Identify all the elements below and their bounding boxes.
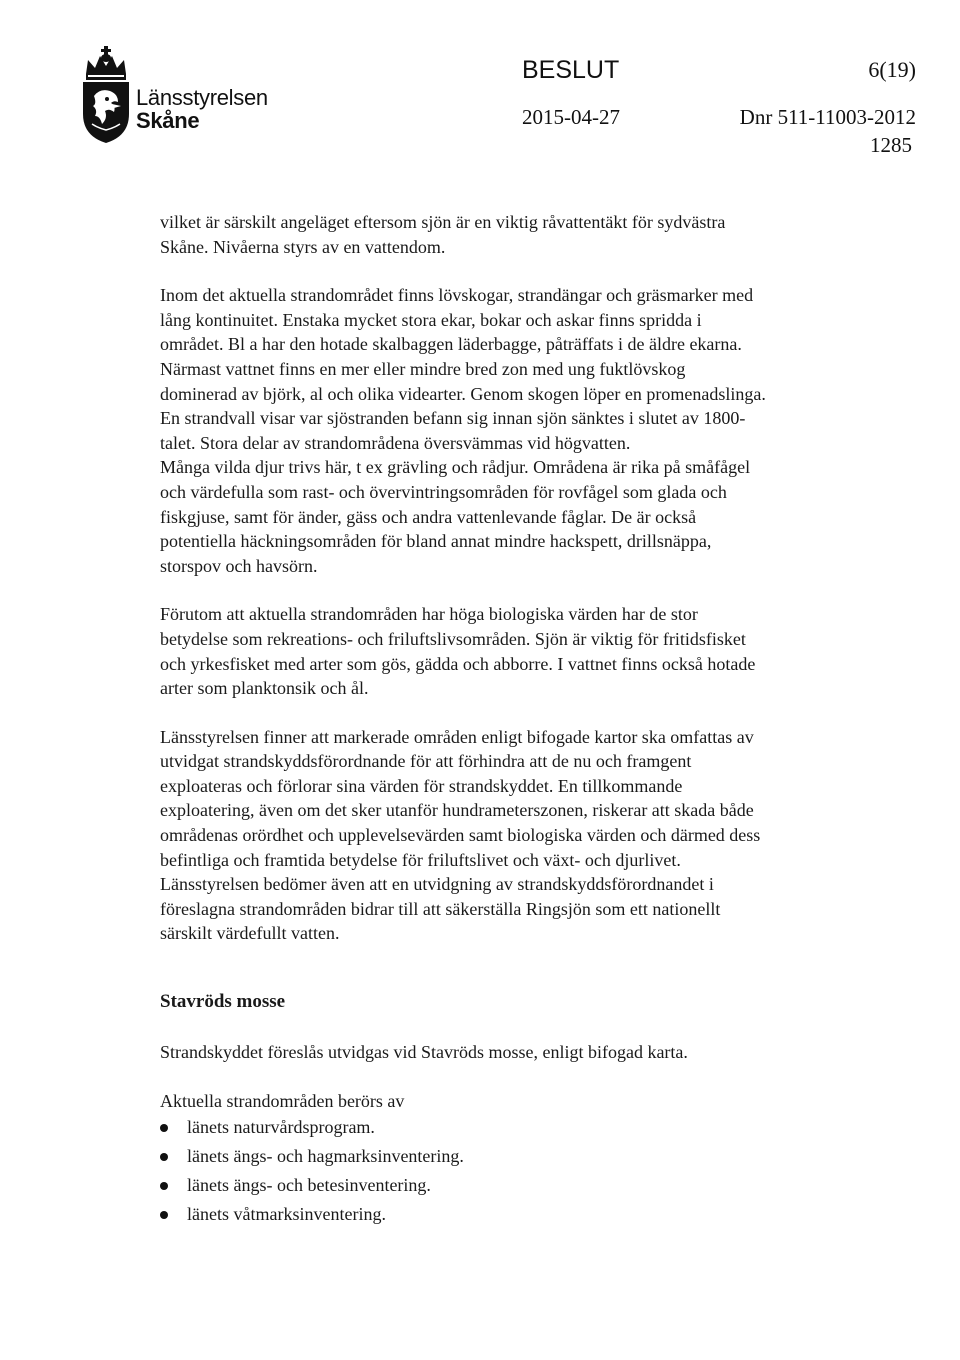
- list-item-text: länets våtmarksinventering.: [187, 1204, 386, 1225]
- page-number: 6(19): [868, 57, 916, 82]
- organization-name-line1: Länsstyrelsen: [136, 85, 268, 110]
- paragraph-4: [160, 725, 800, 946]
- organization-logo: [78, 44, 268, 144]
- text-line: utvidgat strandskyddsförordnande för att förhindra att de nu och framgent: [160, 751, 692, 772]
- case-number: 1285: [870, 133, 912, 157]
- text-line: betydelse som rekreations- och friluftslivsområden. Sjön är viktig för fritidsfisket: [160, 628, 746, 649]
- paragraph-3: [160, 602, 800, 700]
- section-heading: Stavröds mosse: [160, 991, 286, 1013]
- paragraph-6: Aktuella strandområden berörs av: [160, 1090, 405, 1111]
- list-item: [160, 1142, 800, 1171]
- text-line: föreslagna strandområden bidrar till att säkerställa Ringsjön som ett nationellt: [160, 898, 721, 919]
- paragraph-5: Strandskyddet föreslås utvidgas vid Stavröds mosse, enligt bifogad karta.: [160, 1042, 688, 1063]
- text-line: Förutom att aktuella strandområden har höga biologiska värden har de stor: [160, 604, 698, 625]
- bullet-icon: [160, 1124, 168, 1132]
- text-line: exploatering, även om det sker utanför hundrameterszonen, riskerar att skada både: [160, 800, 754, 821]
- text-line: vilket är särskilt angeläget eftersom sjön är en viktig råvattentäkt för sydvästra: [160, 212, 726, 232]
- organization-name-line2: Skåne: [136, 108, 200, 133]
- document-body: [160, 210, 800, 1229]
- bullet-list: [160, 1113, 800, 1229]
- text-line: områdenas orördhet och upplevelsevärden samt biologiska värden och därmed dess: [160, 825, 761, 846]
- text-line: arter som planktonsik och ål.: [160, 678, 369, 699]
- organization-name: [136, 86, 268, 132]
- text-line: Inom det aktuella strandområdet finns lövskogar, strandängar och gräsmarker med: [160, 285, 754, 306]
- bullet-icon: [160, 1153, 168, 1161]
- text-line: potentiella häckningsområden för bland annat mindre hackspett, drillsnäppa,: [160, 531, 712, 552]
- text-line: En strandvall visar var sjöstranden befann sig innan sjön sänktes i slutet av 1800-: [160, 408, 746, 429]
- list-item-text: länets ängs- och betesinventering.: [187, 1175, 431, 1196]
- text-line: lång kontinuitet. Enstaka mycket stora ekar, bokar och askar finns spridda i: [160, 309, 702, 330]
- text-line: Länsstyrelsen bedömer även att en utvidgning av strandskyddsförordnandet i: [160, 874, 714, 895]
- bullet-icon: [160, 1182, 168, 1190]
- bullet-icon: [160, 1211, 168, 1219]
- text-line: exploateras och förlorar sina värden för strandskyddet. En tillkommande: [160, 775, 683, 796]
- text-line: och yrkesfisket med arter som gös, gädda och abborre. I vattnet finns också hotade: [160, 653, 756, 674]
- text-line: Närmast vattnet finns en mer eller mindre bred zon med ung fuktlövskog: [160, 358, 686, 379]
- list-item-text: länets naturvårdsprogram.: [187, 1117, 375, 1138]
- coat-of-arms-icon: [78, 44, 134, 144]
- text-line: befintliga och framtida betydelse för friluftslivet och växt- och djurlivet.: [160, 849, 681, 870]
- list-item: [160, 1200, 800, 1229]
- diary-number: Dnr 511-11003-2012: [739, 105, 916, 129]
- text-line: Skåne. Nivåerna styrs av en vattendom.: [160, 236, 446, 257]
- paragraph-1: [160, 210, 800, 259]
- text-line: dominerad av björk, al och olika videarter. Genom skogen löper en promenadslinga.: [160, 383, 766, 404]
- paragraph-2: [160, 283, 800, 578]
- text-line: Länsstyrelsen finner att markerade områden enligt bifogade kartor ska omfattas av: [160, 726, 754, 747]
- list-item-text: länets ängs- och hagmarksinventering.: [187, 1146, 464, 1167]
- document-type: BESLUT: [522, 56, 620, 84]
- text-line: storspov och havsörn.: [160, 555, 318, 576]
- text-line: särskilt värdefullt vatten.: [160, 923, 340, 944]
- list-item: [160, 1113, 800, 1142]
- text-line: Många vilda djur trivs här, t ex grävling och rådjur. Områdena är rika på småfågel: [160, 457, 751, 478]
- document-date: 2015-04-27: [522, 105, 620, 129]
- text-line: området. Bl a har den hotade skalbaggen läderbagge, påträffats i de äldre ekarna.: [160, 334, 742, 355]
- text-line: fiskgjuse, samt för änder, gäss och andra vattenlevande fåglar. De är också: [160, 506, 697, 527]
- text-line: talet. Stora delar av strandområdena översvämmas vid högvatten.: [160, 432, 631, 453]
- list-item: [160, 1171, 800, 1200]
- text-line: och värdefulla som rast- och övervintringsområden för rovfågel som glada och: [160, 481, 727, 502]
